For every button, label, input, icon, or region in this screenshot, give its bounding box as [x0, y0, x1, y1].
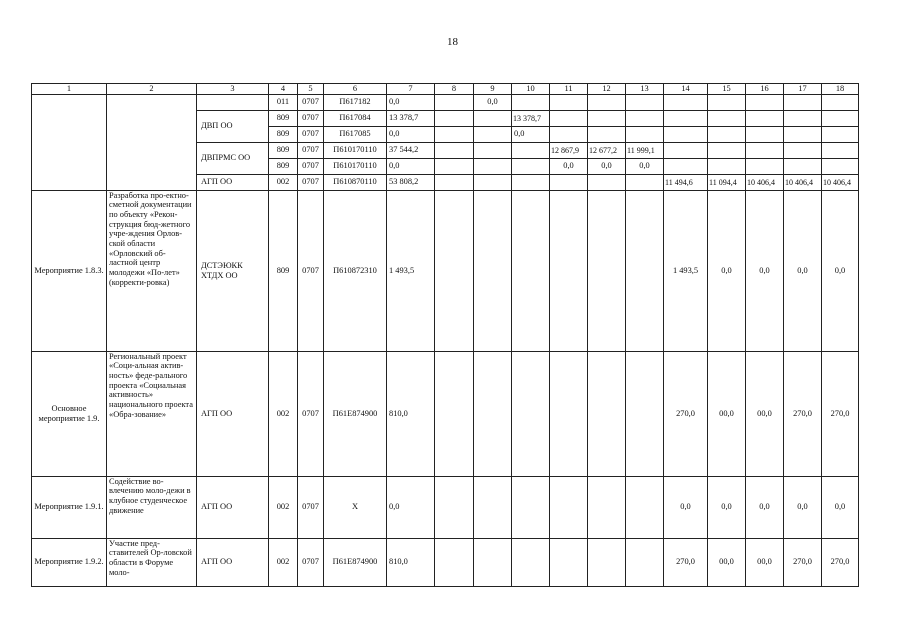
table-cell [626, 190, 664, 351]
table-cell: 011 [269, 94, 298, 110]
table-cell: 270,0 [822, 351, 859, 476]
table-cell: 0707 [298, 158, 324, 174]
header-cell: 18 [822, 84, 859, 95]
header-cell: 1 [32, 84, 107, 95]
table-cell: 37 544,2 [387, 142, 435, 158]
header-cell: 6 [324, 84, 387, 95]
table-cell [784, 126, 822, 142]
table-cell: 0,0 [387, 476, 435, 538]
table-cell [746, 126, 784, 142]
table-cell [588, 476, 626, 538]
table-cell: 12 867,9 [550, 142, 588, 158]
table-cell [626, 476, 664, 538]
table-cell: Х [324, 476, 387, 538]
description-cell: Разработка про-ектно-сметной документации по объекту «Рекон-струкция бюд-жетного учре-ждения Орлов-ской области «Орловский об-ластной центр молодежи «По-лет» (корректи-ровка) [107, 190, 197, 351]
table-cell: 0,0 [708, 476, 746, 538]
table-cell: 00,0 [746, 351, 784, 476]
table-cell [784, 158, 822, 174]
table-cell: 0707 [298, 476, 324, 538]
table-cell [588, 190, 626, 351]
table-cell: 002 [269, 538, 298, 586]
table-cell [435, 538, 474, 586]
header-cell: 3 [197, 84, 269, 95]
table-cell [626, 174, 664, 190]
table-cell: 0,0 [626, 158, 664, 174]
table-cell: 0,0 [746, 476, 784, 538]
table-cell [474, 126, 512, 142]
table-cell [746, 94, 784, 110]
description-cell: Региональный проект «Соци-альная актив-ность» феде-рального проекта «Социальная активность» национального проекта «Обра-зование» [107, 351, 197, 476]
table-cell: 0,0 [474, 94, 512, 110]
table-cell [708, 110, 746, 126]
table-cell [822, 158, 859, 174]
header-cell: 7 [387, 84, 435, 95]
table-cell [512, 190, 550, 351]
table-cell [664, 142, 708, 158]
table-cell: 0,0 [588, 158, 626, 174]
table-cell: 00,0 [708, 538, 746, 586]
table-cell [822, 94, 859, 110]
table-cell: 13 378,7 [387, 110, 435, 126]
table-cell [588, 126, 626, 142]
header-cell: 8 [435, 84, 474, 95]
table-cell [588, 110, 626, 126]
table-cell [550, 190, 588, 351]
table-cell: 0707 [298, 538, 324, 586]
table-cell: 0,0 [784, 476, 822, 538]
description-cell: Участие пред-ставителей Ор-ловской области в Форуме моло- [107, 538, 197, 586]
table-cell [435, 158, 474, 174]
table-cell: 0,0 [784, 190, 822, 351]
executor-cell: АГП ОО [197, 476, 269, 538]
table-cell: П61Е874900 [324, 351, 387, 476]
page-number: 18 [447, 36, 458, 48]
header-cell: 16 [746, 84, 784, 95]
table-cell: 0,0 [708, 190, 746, 351]
table-cell: П610170110 [324, 158, 387, 174]
table-cell [550, 126, 588, 142]
table-cell [474, 476, 512, 538]
table-cell [474, 190, 512, 351]
table-cell [435, 94, 474, 110]
table-cell: П610170110 [324, 142, 387, 158]
table-cell: 0707 [298, 174, 324, 190]
table-cell [626, 351, 664, 476]
table-cell: П61Е874900 [324, 538, 387, 586]
header-cell: 12 [588, 84, 626, 95]
table-cell: 10 406,4 [822, 174, 859, 190]
table-cell: 002 [269, 351, 298, 476]
table-cell [550, 94, 588, 110]
table-cell [588, 351, 626, 476]
table-cell: 270,0 [822, 538, 859, 586]
executor-cell [197, 94, 269, 110]
table-cell: 0707 [298, 126, 324, 142]
table-cell: 10 406,4 [746, 174, 784, 190]
table-cell [474, 110, 512, 126]
header-cell: 17 [784, 84, 822, 95]
table-cell: 270,0 [784, 351, 822, 476]
table-cell [435, 110, 474, 126]
table-cell [550, 476, 588, 538]
table-cell: 0,0 [512, 126, 550, 142]
header-cell: 14 [664, 84, 708, 95]
table-cell: 1 493,5 [664, 190, 708, 351]
table-cell [664, 110, 708, 126]
table-cell [512, 158, 550, 174]
table-cell: 0,0 [822, 190, 859, 351]
executor-cell: АГП ОО [197, 538, 269, 586]
table-cell [550, 538, 588, 586]
header-cell: 13 [626, 84, 664, 95]
header-cell: 2 [107, 84, 197, 95]
table-cell: 0,0 [387, 94, 435, 110]
table-cell: 0,0 [387, 126, 435, 142]
table-cell: 810,0 [387, 351, 435, 476]
table-row [32, 94, 859, 110]
table-cell: 0707 [298, 110, 324, 126]
table-cell [435, 174, 474, 190]
table-cell: 0,0 [822, 476, 859, 538]
table-cell: 270,0 [784, 538, 822, 586]
table-cell: 00,0 [708, 351, 746, 476]
table-cell [512, 94, 550, 110]
table-cell [550, 174, 588, 190]
executor-cell: ДВПРМС ОО [197, 142, 269, 174]
table-cell: 0,0 [746, 190, 784, 351]
header-cell: 4 [269, 84, 298, 95]
table-cell [784, 142, 822, 158]
table-cell: 11 999,1 [626, 142, 664, 158]
header-cell: 5 [298, 84, 324, 95]
table-cell: П617084 [324, 110, 387, 126]
table-row [32, 351, 859, 476]
table-cell: П610872310 [324, 190, 387, 351]
table-cell [784, 110, 822, 126]
table-cell: 270,0 [664, 351, 708, 476]
table-cell: 809 [269, 158, 298, 174]
table-cell: 1 493,5 [387, 190, 435, 351]
table-cell [746, 158, 784, 174]
table-cell: 00,0 [746, 538, 784, 586]
description-cell: Содействие во-влечению моло-дежи в клубное студенческое движение [107, 476, 197, 538]
table-cell [588, 94, 626, 110]
table-cell: 809 [269, 190, 298, 351]
table-cell [664, 158, 708, 174]
table-cell [588, 174, 626, 190]
executor-cell: ДВП ОО [197, 110, 269, 142]
table-cell [474, 158, 512, 174]
table-cell [746, 110, 784, 126]
table-cell [435, 351, 474, 476]
table-cell: 0707 [298, 142, 324, 158]
table-cell [435, 190, 474, 351]
table-cell [474, 174, 512, 190]
table-cell: П610870110 [324, 174, 387, 190]
table-cell: П617085 [324, 126, 387, 142]
header-cell: 10 [512, 84, 550, 95]
event-cell: Мероприятие 1.9.1. [32, 476, 107, 538]
table-cell [435, 142, 474, 158]
table-cell: 0,0 [387, 158, 435, 174]
table-cell [626, 110, 664, 126]
table-cell: 12 677,2 [588, 142, 626, 158]
table-cell [664, 126, 708, 142]
table-cell [435, 476, 474, 538]
table-cell: 809 [269, 110, 298, 126]
table-cell [512, 174, 550, 190]
table-cell [664, 94, 708, 110]
table-cell [708, 94, 746, 110]
table-cell [626, 94, 664, 110]
table-cell [512, 142, 550, 158]
event-cell: Мероприятие 1.8.3. [32, 190, 107, 351]
table-cell [550, 110, 588, 126]
table-cell [822, 126, 859, 142]
table-cell [822, 110, 859, 126]
table-cell [474, 142, 512, 158]
table-cell: 810,0 [387, 538, 435, 586]
table-cell: 0707 [298, 351, 324, 476]
table-cell: 11 494,6 [664, 174, 708, 190]
table-cell [588, 538, 626, 586]
table-cell: 10 406,4 [784, 174, 822, 190]
table-cell [708, 142, 746, 158]
table-cell [626, 538, 664, 586]
table-cell: 809 [269, 126, 298, 142]
table-cell: 809 [269, 142, 298, 158]
header-cell: 15 [708, 84, 746, 95]
table-cell [512, 351, 550, 476]
table-cell: 0,0 [550, 158, 588, 174]
table-cell: 0707 [298, 94, 324, 110]
table-cell [746, 142, 784, 158]
executor-cell: ДСТЭЮКК ХТДХ ОО [197, 190, 269, 351]
event-cell [32, 94, 107, 190]
table-cell: 270,0 [664, 538, 708, 586]
table-cell [474, 351, 512, 476]
event-cell: Основное мероприятие 1.9. [32, 351, 107, 476]
executor-cell: АГП ОО [197, 174, 269, 190]
table-row [32, 476, 859, 538]
table-row [32, 538, 859, 586]
table-cell [550, 351, 588, 476]
table-cell: 13 378,7 [512, 110, 550, 126]
description-cell [107, 94, 197, 190]
table-cell: 002 [269, 174, 298, 190]
budget-table [31, 83, 859, 587]
header-cell: 9 [474, 84, 512, 95]
table-row [32, 190, 859, 351]
table-cell [512, 538, 550, 586]
table-cell: П617182 [324, 94, 387, 110]
table-cell: 0707 [298, 190, 324, 351]
table-cell: 11 094,4 [708, 174, 746, 190]
table-cell: 53 808,2 [387, 174, 435, 190]
column-number-row [32, 84, 859, 95]
table-cell [708, 126, 746, 142]
event-cell: Мероприятие 1.9.2. [32, 538, 107, 586]
table-cell: 002 [269, 476, 298, 538]
table-cell: 0,0 [664, 476, 708, 538]
table-cell [435, 126, 474, 142]
executor-cell: АГП ОО [197, 351, 269, 476]
table-cell [626, 126, 664, 142]
table-cell [708, 158, 746, 174]
header-cell: 11 [550, 84, 588, 95]
table-cell [512, 476, 550, 538]
table-cell [474, 538, 512, 586]
table-cell [822, 142, 859, 158]
table-cell [784, 94, 822, 110]
